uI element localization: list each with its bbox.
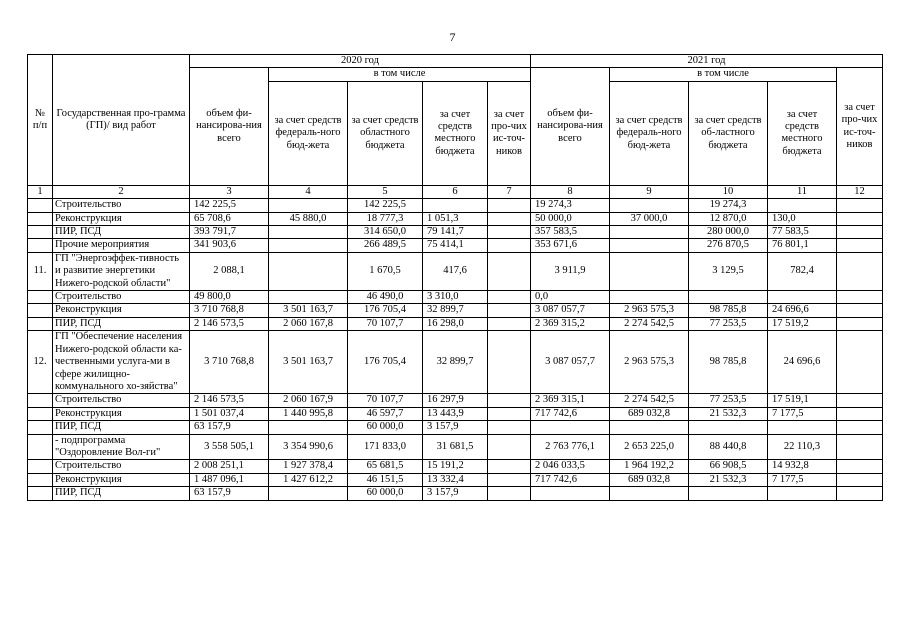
- header-regional-2020: за счет средств областного бюджета: [348, 81, 423, 185]
- table-row: [28, 487, 883, 500]
- cell-value: 18 777,3: [348, 212, 423, 225]
- cell-value: [610, 226, 689, 239]
- cell-value: 357 583,5: [531, 226, 610, 239]
- table-row: [28, 226, 883, 239]
- cell-value: 37 000,0: [610, 212, 689, 225]
- row-index: [28, 199, 53, 212]
- cell-value: [488, 487, 531, 500]
- cell-value: 63 157,9: [190, 487, 269, 500]
- cell-value: [610, 252, 689, 290]
- cell-value: 77 583,5: [768, 226, 837, 239]
- cell-value: 2 146 573,5: [190, 317, 269, 330]
- row-label: Реконструкция: [53, 304, 190, 317]
- cell-value: 77 253,5: [689, 317, 768, 330]
- column-number-row: [28, 185, 883, 198]
- financing-table: [27, 54, 883, 501]
- cell-value: 2 060 167,8: [269, 317, 348, 330]
- header-col-num: № п/п: [28, 55, 53, 186]
- cell-value: 1 440 995,8: [269, 407, 348, 420]
- cell-value: 88 440,8: [689, 434, 768, 460]
- cell-value: [837, 291, 883, 304]
- column-number: 4: [269, 185, 348, 198]
- header-incl-2020: в том числе: [269, 68, 531, 81]
- cell-value: 12 870,0: [689, 212, 768, 225]
- cell-value: 21 532,3: [689, 473, 768, 486]
- cell-value: [488, 421, 531, 434]
- cell-value: 2 763 776,1: [531, 434, 610, 460]
- cell-value: [837, 487, 883, 500]
- cell-value: [488, 304, 531, 317]
- row-label: Строительство: [53, 394, 190, 407]
- cell-value: 19 274,3: [689, 199, 768, 212]
- cell-value: 65 681,5: [348, 460, 423, 473]
- header-other-2020: за счет про-чих ис-точ-ников: [488, 81, 531, 185]
- row-label: - подпрограмма "Оздоровление Вол-ги": [53, 434, 190, 460]
- cell-value: [610, 421, 689, 434]
- cell-value: [768, 487, 837, 500]
- cell-value: 98 785,8: [689, 331, 768, 394]
- column-number: 5: [348, 185, 423, 198]
- page-number: 7: [449, 30, 456, 44]
- row-label: ПИР, ПСД: [53, 421, 190, 434]
- cell-value: 2 963 575,3: [610, 331, 689, 394]
- cell-value: 32 899,7: [423, 331, 488, 394]
- cell-value: 24 696,6: [768, 331, 837, 394]
- row-label: Строительство: [53, 291, 190, 304]
- cell-value: 70 107,7: [348, 394, 423, 407]
- cell-value: 782,4: [768, 252, 837, 290]
- cell-value: 276 870,5: [689, 239, 768, 252]
- cell-value: 1 670,5: [348, 252, 423, 290]
- cell-value: 19 274,3: [531, 199, 610, 212]
- column-number: 7: [488, 185, 531, 198]
- cell-value: [837, 394, 883, 407]
- cell-value: 142 225,5: [190, 199, 269, 212]
- cell-value: 689 032,8: [610, 407, 689, 420]
- cell-value: 66 908,5: [689, 460, 768, 473]
- cell-value: 393 791,7: [190, 226, 269, 239]
- cell-value: [837, 226, 883, 239]
- column-number: 11: [768, 185, 837, 198]
- cell-value: 1 487 096,1: [190, 473, 269, 486]
- cell-value: [837, 304, 883, 317]
- cell-value: 2 369 315,2: [531, 317, 610, 330]
- column-number: 6: [423, 185, 488, 198]
- table-row: [28, 434, 883, 460]
- row-index: [28, 239, 53, 252]
- cell-value: 171 833,0: [348, 434, 423, 460]
- cell-value: [689, 421, 768, 434]
- cell-value: [269, 421, 348, 434]
- cell-value: 2 963 575,3: [610, 304, 689, 317]
- cell-value: 3 087 057,7: [531, 304, 610, 317]
- cell-value: [689, 487, 768, 500]
- cell-value: 50 000,0: [531, 212, 610, 225]
- cell-value: 3 310,0: [423, 291, 488, 304]
- cell-value: 70 107,7: [348, 317, 423, 330]
- cell-value: 13 332,4: [423, 473, 488, 486]
- column-number: 12: [837, 185, 883, 198]
- header-total-2021: объем фи-нансирова-ния всего: [531, 68, 610, 185]
- cell-value: [768, 291, 837, 304]
- cell-value: [837, 252, 883, 290]
- header-other-2021: за счет про-чих ис-точ-ников: [837, 68, 883, 185]
- cell-value: 13 443,9: [423, 407, 488, 420]
- row-index: 12.: [28, 331, 53, 394]
- cell-value: [269, 252, 348, 290]
- cell-value: [488, 434, 531, 460]
- column-number: 3: [190, 185, 269, 198]
- cell-value: [837, 317, 883, 330]
- cell-value: 60 000,0: [348, 487, 423, 500]
- row-label: ПИР, ПСД: [53, 226, 190, 239]
- cell-value: 17 519,1: [768, 394, 837, 407]
- cell-value: 63 157,9: [190, 421, 269, 434]
- cell-value: 717 742,6: [531, 473, 610, 486]
- header-year-2020: 2020 год: [190, 55, 531, 68]
- cell-value: 689 032,8: [610, 473, 689, 486]
- cell-value: 14 932,8: [768, 460, 837, 473]
- cell-value: [488, 473, 531, 486]
- table-row: [28, 239, 883, 252]
- cell-value: 3 558 505,1: [190, 434, 269, 460]
- cell-value: [837, 199, 883, 212]
- row-index: [28, 434, 53, 460]
- cell-value: 7 177,5: [768, 407, 837, 420]
- cell-value: 2 060 167,9: [269, 394, 348, 407]
- cell-value: 3 157,9: [423, 487, 488, 500]
- cell-value: 266 489,5: [348, 239, 423, 252]
- header-col-program: Государственная про-грамма (ГП)/ вид работ: [53, 55, 190, 186]
- cell-value: [423, 199, 488, 212]
- cell-value: 45 880,0: [269, 212, 348, 225]
- row-index: [28, 212, 53, 225]
- row-label: Реконструкция: [53, 407, 190, 420]
- table-row: [28, 394, 883, 407]
- cell-value: [488, 252, 531, 290]
- cell-value: 1 427 612,2: [269, 473, 348, 486]
- row-index: [28, 394, 53, 407]
- cell-value: 130,0: [768, 212, 837, 225]
- row-label: ГП "Энергоэффек-тивность и развитие энергетики Нижего-родской области": [53, 252, 190, 290]
- cell-value: 1 927 378,4: [269, 460, 348, 473]
- cell-value: 31 681,5: [423, 434, 488, 460]
- cell-value: 75 414,1: [423, 239, 488, 252]
- cell-value: [837, 473, 883, 486]
- cell-value: [610, 487, 689, 500]
- cell-value: 3 501 163,7: [269, 331, 348, 394]
- cell-value: 3 710 768,8: [190, 331, 269, 394]
- cell-value: 1 964 192,2: [610, 460, 689, 473]
- cell-value: [488, 199, 531, 212]
- header-total-2020: объем фи-нансирова-ния всего: [190, 68, 269, 185]
- cell-value: 98 785,8: [689, 304, 768, 317]
- cell-value: 280 000,0: [689, 226, 768, 239]
- cell-value: [488, 331, 531, 394]
- column-number: 10: [689, 185, 768, 198]
- row-index: [28, 226, 53, 239]
- cell-value: 2 046 033,5: [531, 460, 610, 473]
- cell-value: [689, 291, 768, 304]
- table-row: [28, 421, 883, 434]
- row-index: [28, 421, 53, 434]
- column-number: 9: [610, 185, 689, 198]
- cell-value: 353 671,6: [531, 239, 610, 252]
- cell-value: [837, 407, 883, 420]
- table-row: [28, 460, 883, 473]
- row-index: [28, 304, 53, 317]
- cell-value: [488, 226, 531, 239]
- cell-value: 1 501 037,4: [190, 407, 269, 420]
- cell-value: [837, 212, 883, 225]
- cell-value: [610, 239, 689, 252]
- cell-value: 2 369 315,1: [531, 394, 610, 407]
- cell-value: 341 903,6: [190, 239, 269, 252]
- table-row: [28, 407, 883, 420]
- cell-value: [269, 487, 348, 500]
- cell-value: [488, 291, 531, 304]
- header-local-2021: за счет средств местного бюджета: [768, 81, 837, 185]
- cell-value: [269, 239, 348, 252]
- cell-value: 17 519,2: [768, 317, 837, 330]
- cell-value: [488, 394, 531, 407]
- cell-value: [488, 212, 531, 225]
- cell-value: 2 274 542,5: [610, 317, 689, 330]
- cell-value: 176 705,4: [348, 304, 423, 317]
- cell-value: 142 225,5: [348, 199, 423, 212]
- cell-value: 32 899,7: [423, 304, 488, 317]
- cell-value: 417,6: [423, 252, 488, 290]
- cell-value: 79 141,7: [423, 226, 488, 239]
- cell-value: 314 650,0: [348, 226, 423, 239]
- cell-value: [768, 199, 837, 212]
- cell-value: 76 801,1: [768, 239, 837, 252]
- table-row: [28, 199, 883, 212]
- cell-value: 3 157,9: [423, 421, 488, 434]
- row-index: [28, 407, 53, 420]
- cell-value: 3 129,5: [689, 252, 768, 290]
- row-index: 11.: [28, 252, 53, 290]
- header-federal-2021: за счет средств федераль-ного бюд-жета: [610, 81, 689, 185]
- cell-value: 46 597,7: [348, 407, 423, 420]
- cell-value: 16 297,9: [423, 394, 488, 407]
- header-year-2021: 2021 год: [531, 55, 883, 68]
- cell-value: 3 911,9: [531, 252, 610, 290]
- cell-value: 49 800,0: [190, 291, 269, 304]
- header-incl-2021: в том числе: [610, 68, 837, 81]
- cell-value: [269, 226, 348, 239]
- cell-value: 2 653 225,0: [610, 434, 689, 460]
- row-label: ПИР, ПСД: [53, 487, 190, 500]
- table-row: [28, 291, 883, 304]
- cell-value: [610, 199, 689, 212]
- cell-value: 77 253,5: [689, 394, 768, 407]
- table-row: [28, 212, 883, 225]
- cell-value: [488, 460, 531, 473]
- row-label: Реконструкция: [53, 212, 190, 225]
- cell-value: [269, 291, 348, 304]
- cell-value: 717 742,6: [531, 407, 610, 420]
- header-federal-2020: за счет средств федераль-ного бюд-жета: [269, 81, 348, 185]
- row-label: Прочие мероприятия: [53, 239, 190, 252]
- cell-value: 176 705,4: [348, 331, 423, 394]
- table-row: [28, 252, 883, 290]
- row-index: [28, 317, 53, 330]
- cell-value: 3 710 768,8: [190, 304, 269, 317]
- row-label: ГП "Обеспечение населения Нижего-родской области ка-чественными услуга-ми в сфере жилищно-коммунального хо-зяйства": [53, 331, 190, 394]
- cell-value: [837, 239, 883, 252]
- cell-value: [768, 421, 837, 434]
- row-index: [28, 291, 53, 304]
- cell-value: [837, 421, 883, 434]
- table-row: [28, 473, 883, 486]
- cell-value: 21 532,3: [689, 407, 768, 420]
- cell-value: 60 000,0: [348, 421, 423, 434]
- cell-value: [531, 487, 610, 500]
- cell-value: [269, 199, 348, 212]
- cell-value: 2 088,1: [190, 252, 269, 290]
- row-index: [28, 487, 53, 500]
- row-label: Строительство: [53, 199, 190, 212]
- cell-value: 24 696,6: [768, 304, 837, 317]
- cell-value: 15 191,2: [423, 460, 488, 473]
- cell-value: 1 051,3: [423, 212, 488, 225]
- row-label: Реконструкция: [53, 473, 190, 486]
- cell-value: 3 501 163,7: [269, 304, 348, 317]
- cell-value: [488, 239, 531, 252]
- cell-value: 2 008 251,1: [190, 460, 269, 473]
- cell-value: 16 298,0: [423, 317, 488, 330]
- cell-value: 7 177,5: [768, 473, 837, 486]
- cell-value: 46 490,0: [348, 291, 423, 304]
- row-index: [28, 460, 53, 473]
- column-number: 2: [53, 185, 190, 198]
- cell-value: 22 110,3: [768, 434, 837, 460]
- row-label: Строительство: [53, 460, 190, 473]
- cell-value: [837, 434, 883, 460]
- row-label: ПИР, ПСД: [53, 317, 190, 330]
- table-row: [28, 304, 883, 317]
- cell-value: [837, 331, 883, 394]
- column-number: 1: [28, 185, 53, 198]
- column-number: 8: [531, 185, 610, 198]
- cell-value: 3 087 057,7: [531, 331, 610, 394]
- table-row: [28, 317, 883, 330]
- row-index: [28, 473, 53, 486]
- cell-value: 46 151,5: [348, 473, 423, 486]
- cell-value: 3 354 990,6: [269, 434, 348, 460]
- cell-value: 65 708,6: [190, 212, 269, 225]
- cell-value: 2 274 542,5: [610, 394, 689, 407]
- header-local-2020: за счет средств местного бюджета: [423, 81, 488, 185]
- cell-value: [610, 291, 689, 304]
- cell-value: [837, 460, 883, 473]
- cell-value: 2 146 573,5: [190, 394, 269, 407]
- table-row: [28, 331, 883, 394]
- cell-value: [531, 421, 610, 434]
- header-regional-2021: за счет средств об-ластного бюджета: [689, 81, 768, 185]
- cell-value: 0,0: [531, 291, 610, 304]
- cell-value: [488, 407, 531, 420]
- cell-value: [488, 317, 531, 330]
